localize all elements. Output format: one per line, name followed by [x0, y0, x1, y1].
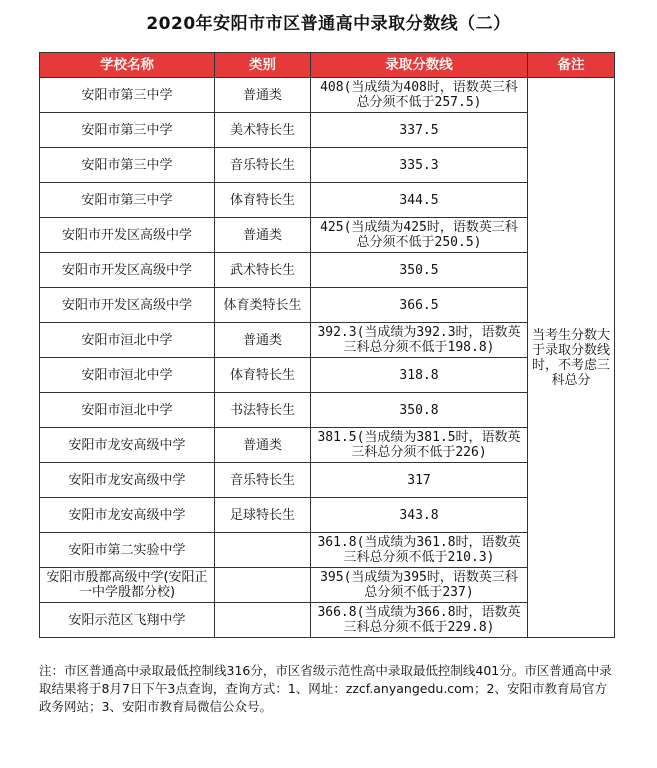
school-cell: 安阳示范区飞翔中学: [40, 603, 215, 638]
school-cell: 安阳市洹北中学: [40, 358, 215, 393]
school-cell: 安阳市龙安高级中学: [40, 428, 215, 463]
score-cell: 392.3(当成绩为392.3时，语数英三科总分须不低于198.8): [311, 323, 528, 358]
score-cell: 317: [311, 463, 528, 498]
score-cell: 366.8(当成绩为366.8时，语数英三科总分须不低于229.8): [311, 603, 528, 638]
score-cell: 318.8: [311, 358, 528, 393]
remark-cell: 当考生分数大于录取分数线时，不考虑三科总分: [528, 78, 615, 638]
school-cell: 安阳市洹北中学: [40, 393, 215, 428]
category-cell: 武术特长生: [215, 253, 311, 288]
school-cell: 安阳市洹北中学: [40, 323, 215, 358]
category-cell: 体育特长生: [215, 183, 311, 218]
footnote: 注：市区普通高中录取最低控制线316分，市区省级示范性高中录取最低控制线401分。市区普通高中录取结果将于8月7日下午3点查询，查询方式：1、网址：zzcf.anyangedu.com；2、安阳市教育局官方政务网站；3、安阳市教育局微信公众号。: [39, 663, 612, 714]
score-cell: 395(当成绩为395时，语数英三科总分须不低于237): [311, 568, 528, 603]
score-cell: 381.5(当成绩为381.5时，语数英三科总分须不低于226): [311, 428, 528, 463]
category-cell: [215, 568, 311, 603]
category-cell: 音乐特长生: [215, 463, 311, 498]
table-row: [40, 78, 615, 113]
header-remark: 备注: [528, 53, 615, 78]
category-cell: 普通类: [215, 218, 311, 253]
score-cell: 361.8(当成绩为361.8时，语数英三科总分须不低于210.3): [311, 533, 528, 568]
school-cell: 安阳市龙安高级中学: [40, 463, 215, 498]
category-cell: 体育特长生: [215, 358, 311, 393]
category-cell: 书法特长生: [215, 393, 311, 428]
header-school: 学校名称: [40, 53, 215, 78]
category-cell: [215, 533, 311, 568]
category-cell: 音乐特长生: [215, 148, 311, 183]
score-cell: 366.5: [311, 288, 528, 323]
school-cell: 安阳市第三中学: [40, 183, 215, 218]
category-cell: 普通类: [215, 428, 311, 463]
header-score: 录取分数线: [311, 53, 528, 78]
school-cell: 安阳市龙安高级中学: [40, 498, 215, 533]
school-cell: 安阳市开发区高级中学: [40, 218, 215, 253]
category-cell: [215, 603, 311, 638]
score-cell: 350.8: [311, 393, 528, 428]
table-header-row: [40, 53, 615, 78]
table-body: [40, 78, 615, 638]
category-cell: 体育类特长生: [215, 288, 311, 323]
category-cell: 普通类: [215, 323, 311, 358]
school-cell: 安阳市殷都高级中学(安阳正一中学殷都分校): [40, 568, 215, 603]
score-cell: 335.3: [311, 148, 528, 183]
category-cell: 美术特长生: [215, 113, 311, 148]
school-cell: 安阳市第三中学: [40, 113, 215, 148]
category-cell: 普通类: [215, 78, 311, 113]
header-category: 类别: [215, 53, 311, 78]
category-cell: 足球特长生: [215, 498, 311, 533]
score-cell: 350.5: [311, 253, 528, 288]
score-cell: 344.5: [311, 183, 528, 218]
school-cell: 安阳市第二实验中学: [40, 533, 215, 568]
admission-score-table: [39, 52, 615, 638]
school-cell: 安阳市第三中学: [40, 148, 215, 183]
page-title: 2020年安阳市市区普通高中录取分数线（二）: [146, 14, 511, 34]
school-cell: 安阳市开发区高级中学: [40, 288, 215, 323]
score-cell: 408(当成绩为408时，语数英三科总分须不低于257.5): [311, 78, 528, 113]
school-cell: 安阳市开发区高级中学: [40, 253, 215, 288]
score-cell: 337.5: [311, 113, 528, 148]
score-cell: 343.8: [311, 498, 528, 533]
score-cell: 425(当成绩为425时，语数英三科总分须不低于250.5): [311, 218, 528, 253]
school-cell: 安阳市第三中学: [40, 78, 215, 113]
